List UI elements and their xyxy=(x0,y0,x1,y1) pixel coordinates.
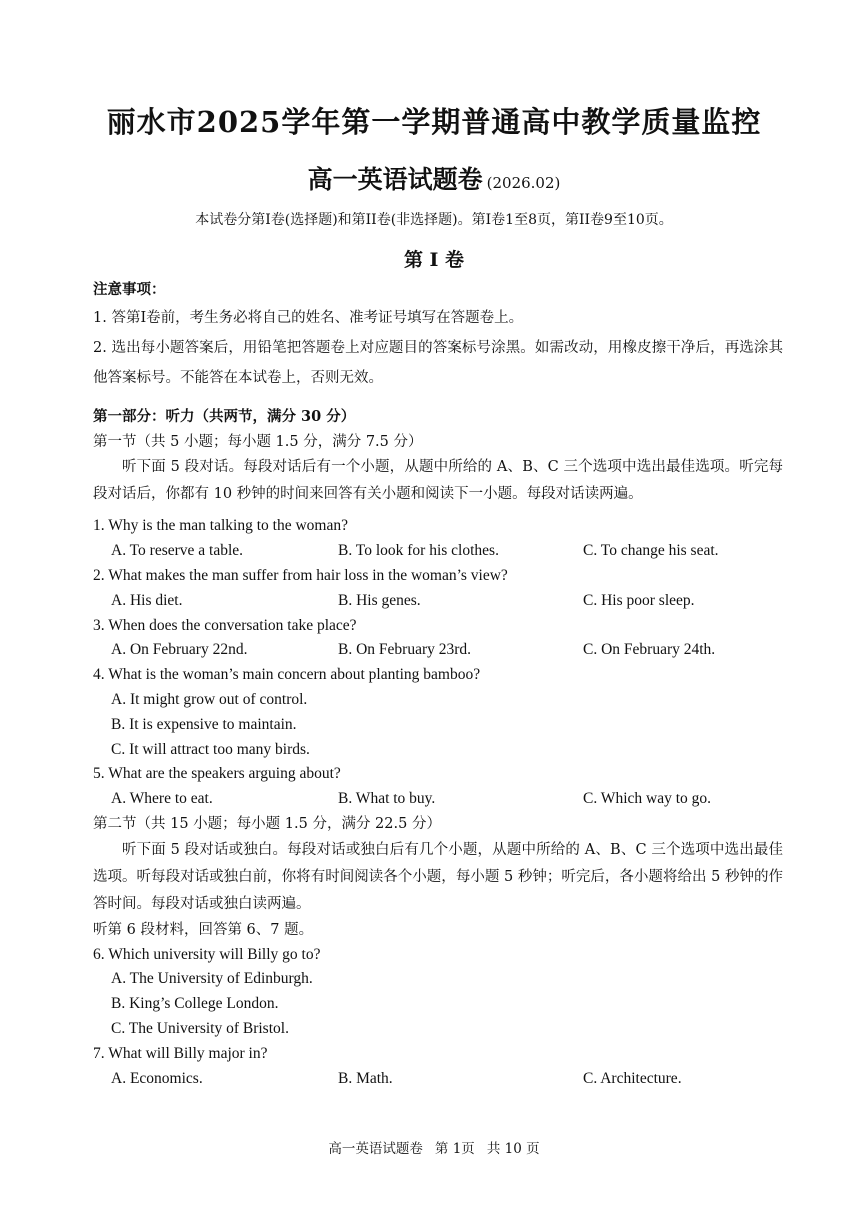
note-item-2: 2. 选出每小题答案后，用铅笔把答题卷上对应题目的答案标号涂黑。如需改动，用橡皮擦干净后，再选涂其他答案标号。不能答在本试卷上，否则无效。 xyxy=(93,339,783,386)
question-2-stem: 2. What makes the man suffer from hair loss in the woman’s view? xyxy=(93,566,508,584)
option-c: C. On February 24th. xyxy=(583,641,716,659)
question-6-option-b: B. King’s College London. xyxy=(111,995,279,1013)
option-c: C. His poor sleep. xyxy=(583,591,695,609)
question-4-option-b: B. It is expensive to maintain. xyxy=(111,715,297,733)
question-1-options xyxy=(93,539,783,564)
part1-heading: 第一部分：听力（共两节，满分 30 分） xyxy=(93,407,356,425)
exam-date: (2026.02) xyxy=(486,174,561,192)
question-6-option-a: A. The University of Edinburgh. xyxy=(111,970,313,988)
question-1-stem: 1. Why is the man talking to the woman? xyxy=(93,517,348,535)
exam-subtitle xyxy=(0,160,868,196)
question-7-stem: 7. What will Billy major in? xyxy=(93,1044,268,1062)
option-b: B. What to buy. xyxy=(338,790,436,808)
question-7-options xyxy=(93,1067,783,1092)
question-4-stem: 4. What is the woman’s main concern about planting bamboo? xyxy=(93,666,481,684)
page-footer xyxy=(0,1137,868,1157)
option-a: A. Economics. xyxy=(111,1069,203,1087)
option-a: A. His diet. xyxy=(111,591,183,609)
subject-title: 高一英语试题卷 xyxy=(307,165,483,194)
section1-instructions: 听下面 5 段对话。每段对话后有一个小题，从题中所给的 A、B、C 三个选项中选出最佳选项。听完每段对话后，你都有 10 秒钟的时间来回答有关小题和阅读下一小题。每段对话读两遍。 xyxy=(93,459,783,503)
exam-content xyxy=(93,278,783,1091)
footer-page-number: 第 1页 xyxy=(434,1141,475,1157)
question-6-stem: 6. Which university will Billy go to? xyxy=(93,945,321,963)
section2-instructions: 听下面 5 段对话或独白。每段对话或独白后有几个小题，从题中所给的 A、B、C 三个选项中选出最佳选项。听每段对话或独白前，你将有时间阅读各个小题，每小题 5 秒钟；听完后，各小题将给出 5 秒钟的作答时间。每段对话或独白读两遍。 xyxy=(93,841,783,912)
volume-heading: 第 I 卷 xyxy=(403,249,465,271)
question-5-options xyxy=(93,787,783,812)
option-c: C. Architecture. xyxy=(583,1069,682,1087)
option-b: B. Math. xyxy=(338,1069,393,1087)
option-b: B. His genes. xyxy=(338,591,421,609)
question-5-stem: 5. What are the speakers arguing about? xyxy=(93,765,341,783)
option-a: A. Where to eat. xyxy=(111,790,213,808)
section2-heading: 第二节（共 15 小题；每小题 1.5 分，满分 22.5 分） xyxy=(93,815,441,832)
option-c: C. To change his seat. xyxy=(583,542,719,560)
structure-note: 本试卷分第I卷(选择题)和第II卷(非选择题)。第I卷1至8页，第II卷9至10页。 xyxy=(195,212,673,228)
question-2-options xyxy=(93,589,783,614)
option-a: A. To reserve a table. xyxy=(111,542,244,560)
note-item-1: 1. 答第I卷前，考生务必将自己的姓名、准考证号填写在答题卷上。 xyxy=(93,309,524,326)
question-3-options xyxy=(93,638,783,663)
footer-paper-name: 高一英语试题卷 xyxy=(328,1141,423,1157)
question-3-stem: 3. When does the conversation take place? xyxy=(93,616,357,634)
option-b: B. To look for his clothes. xyxy=(338,542,499,560)
question-4-option-a: A. It might grow out of control. xyxy=(111,690,308,708)
footer-total-pages: 共 10 页 xyxy=(486,1141,540,1157)
material-note: 听第 6 段材料，回答第 6、7 题。 xyxy=(93,921,314,938)
option-a: A. On February 22nd. xyxy=(111,641,248,659)
option-b: B. On February 23rd. xyxy=(338,641,472,659)
exam-title: 丽水市2025学年第一学期普通高中教学质量监控 xyxy=(106,105,762,139)
section1-heading: 第一节（共 5 小题；每小题 1.5 分，满分 7.5 分） xyxy=(93,433,423,450)
option-c: C. Which way to go. xyxy=(583,790,712,808)
question-4-option-c: C. It will attract too many birds. xyxy=(111,740,310,758)
notes-heading: 注意事项： xyxy=(93,281,166,298)
question-6-option-c: C. The University of Bristol. xyxy=(111,1019,289,1037)
